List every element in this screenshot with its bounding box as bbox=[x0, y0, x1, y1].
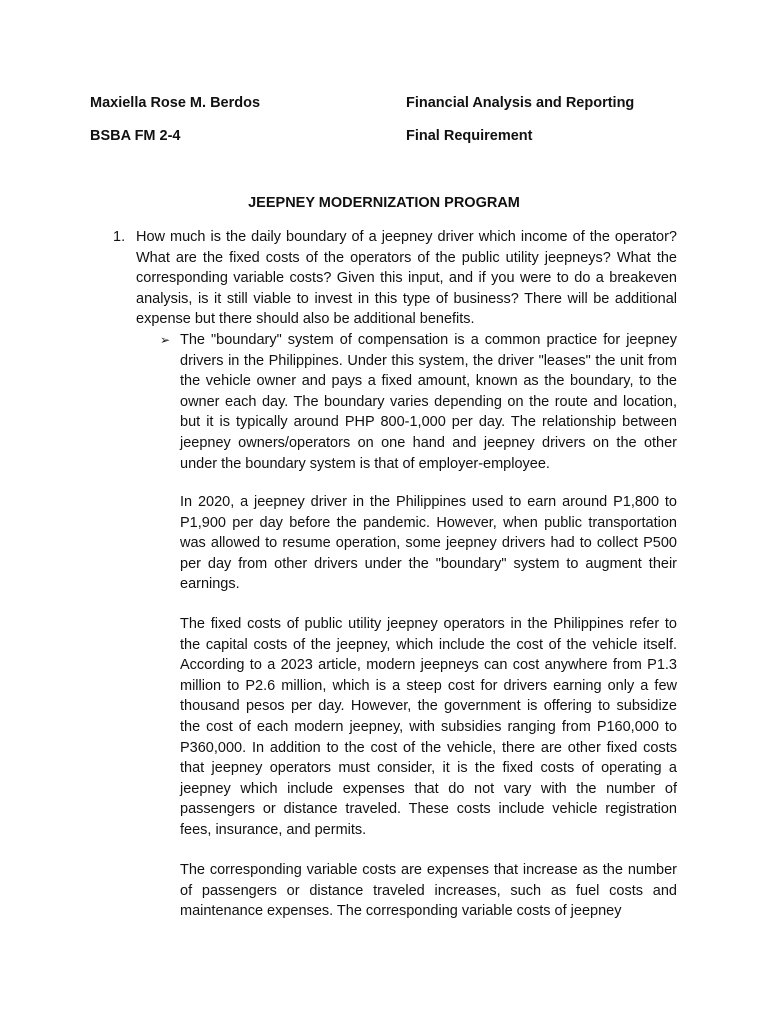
answer-paragraph-fixed-costs: The fixed costs of public utility jeepney operators in the Philippines refer to the capital costs of the jeepney, which include the cost of the vehicle itself. According to a 2023 article, modern jeepneys can cost anywhere from P1.3 million to P2.6 million, which is a steep cost for drivers earning only a few thousand pesos per day. However, the government is offering to subsidize the cost of each modern jeepney, with subsidies ranging from P160,000 to P360,000. In addition to the cost of the vehicle, there are other fixed costs that jeepney operators must consider, it is the fixed costs of operating a jeepney which include expenses that do not vary with the number of passengers or distance traveled. These costs include vehicle registration fees, insurance, and permits. bbox=[180, 616, 677, 838]
document-title: JEEPNEY MODERNIZATION PROGRAM bbox=[248, 195, 520, 211]
author-name: Maxiella Rose M. Berdos bbox=[90, 95, 261, 111]
answer-paragraph-boundary: The "boundary" system of compensation is a common practice for jeepney drivers in the Philippines. Under this system, the driver "leases" the unit from the vehicle owner and pays a fixed amount, known as the boundary, to the owner each day. The boundary varies depending on the route and location, but it is typically around PHP 800-1,000 per day. The relationship between jeepney owners/operators on one hand and jeepney drivers on the other under the boundary system is that of employer-employee. bbox=[180, 332, 677, 472]
requirement-label: Final Requirement bbox=[406, 128, 533, 144]
course-title: Financial Analysis and Reporting bbox=[406, 95, 635, 111]
answer-paragraph-earnings: In 2020, a jeepney driver in the Philippines used to earn around P1,800 to P1,900 per day before the pandemic. However, when public transportation was allowed to resume operation, some jeepney drivers had to collect P500 per day from other drivers under the "boundary" system to augment their earnings. bbox=[180, 494, 677, 593]
arrow-bullet-icon: ➢ bbox=[160, 333, 171, 347]
question-text: How much is the daily boundary of a jeepney driver which income of the operator? What are the fixed costs of the operators of the public utility jeepneys? What the corresponding variable costs? Given this input, and if you were to do a breakeven analysis, is it still viable to invest in this type of business? There will be additional expense but there should also be additional benefits. bbox=[136, 229, 677, 328]
question-number: 1. bbox=[113, 229, 126, 245]
answer-paragraph-variable-costs: The corresponding variable costs are expenses that increase as the number of passengers or distance traveled increases, such as fuel costs and maintenance expenses. The corresponding variable costs of jeepney bbox=[180, 862, 677, 920]
section-label: BSBA FM 2-4 bbox=[90, 128, 181, 144]
